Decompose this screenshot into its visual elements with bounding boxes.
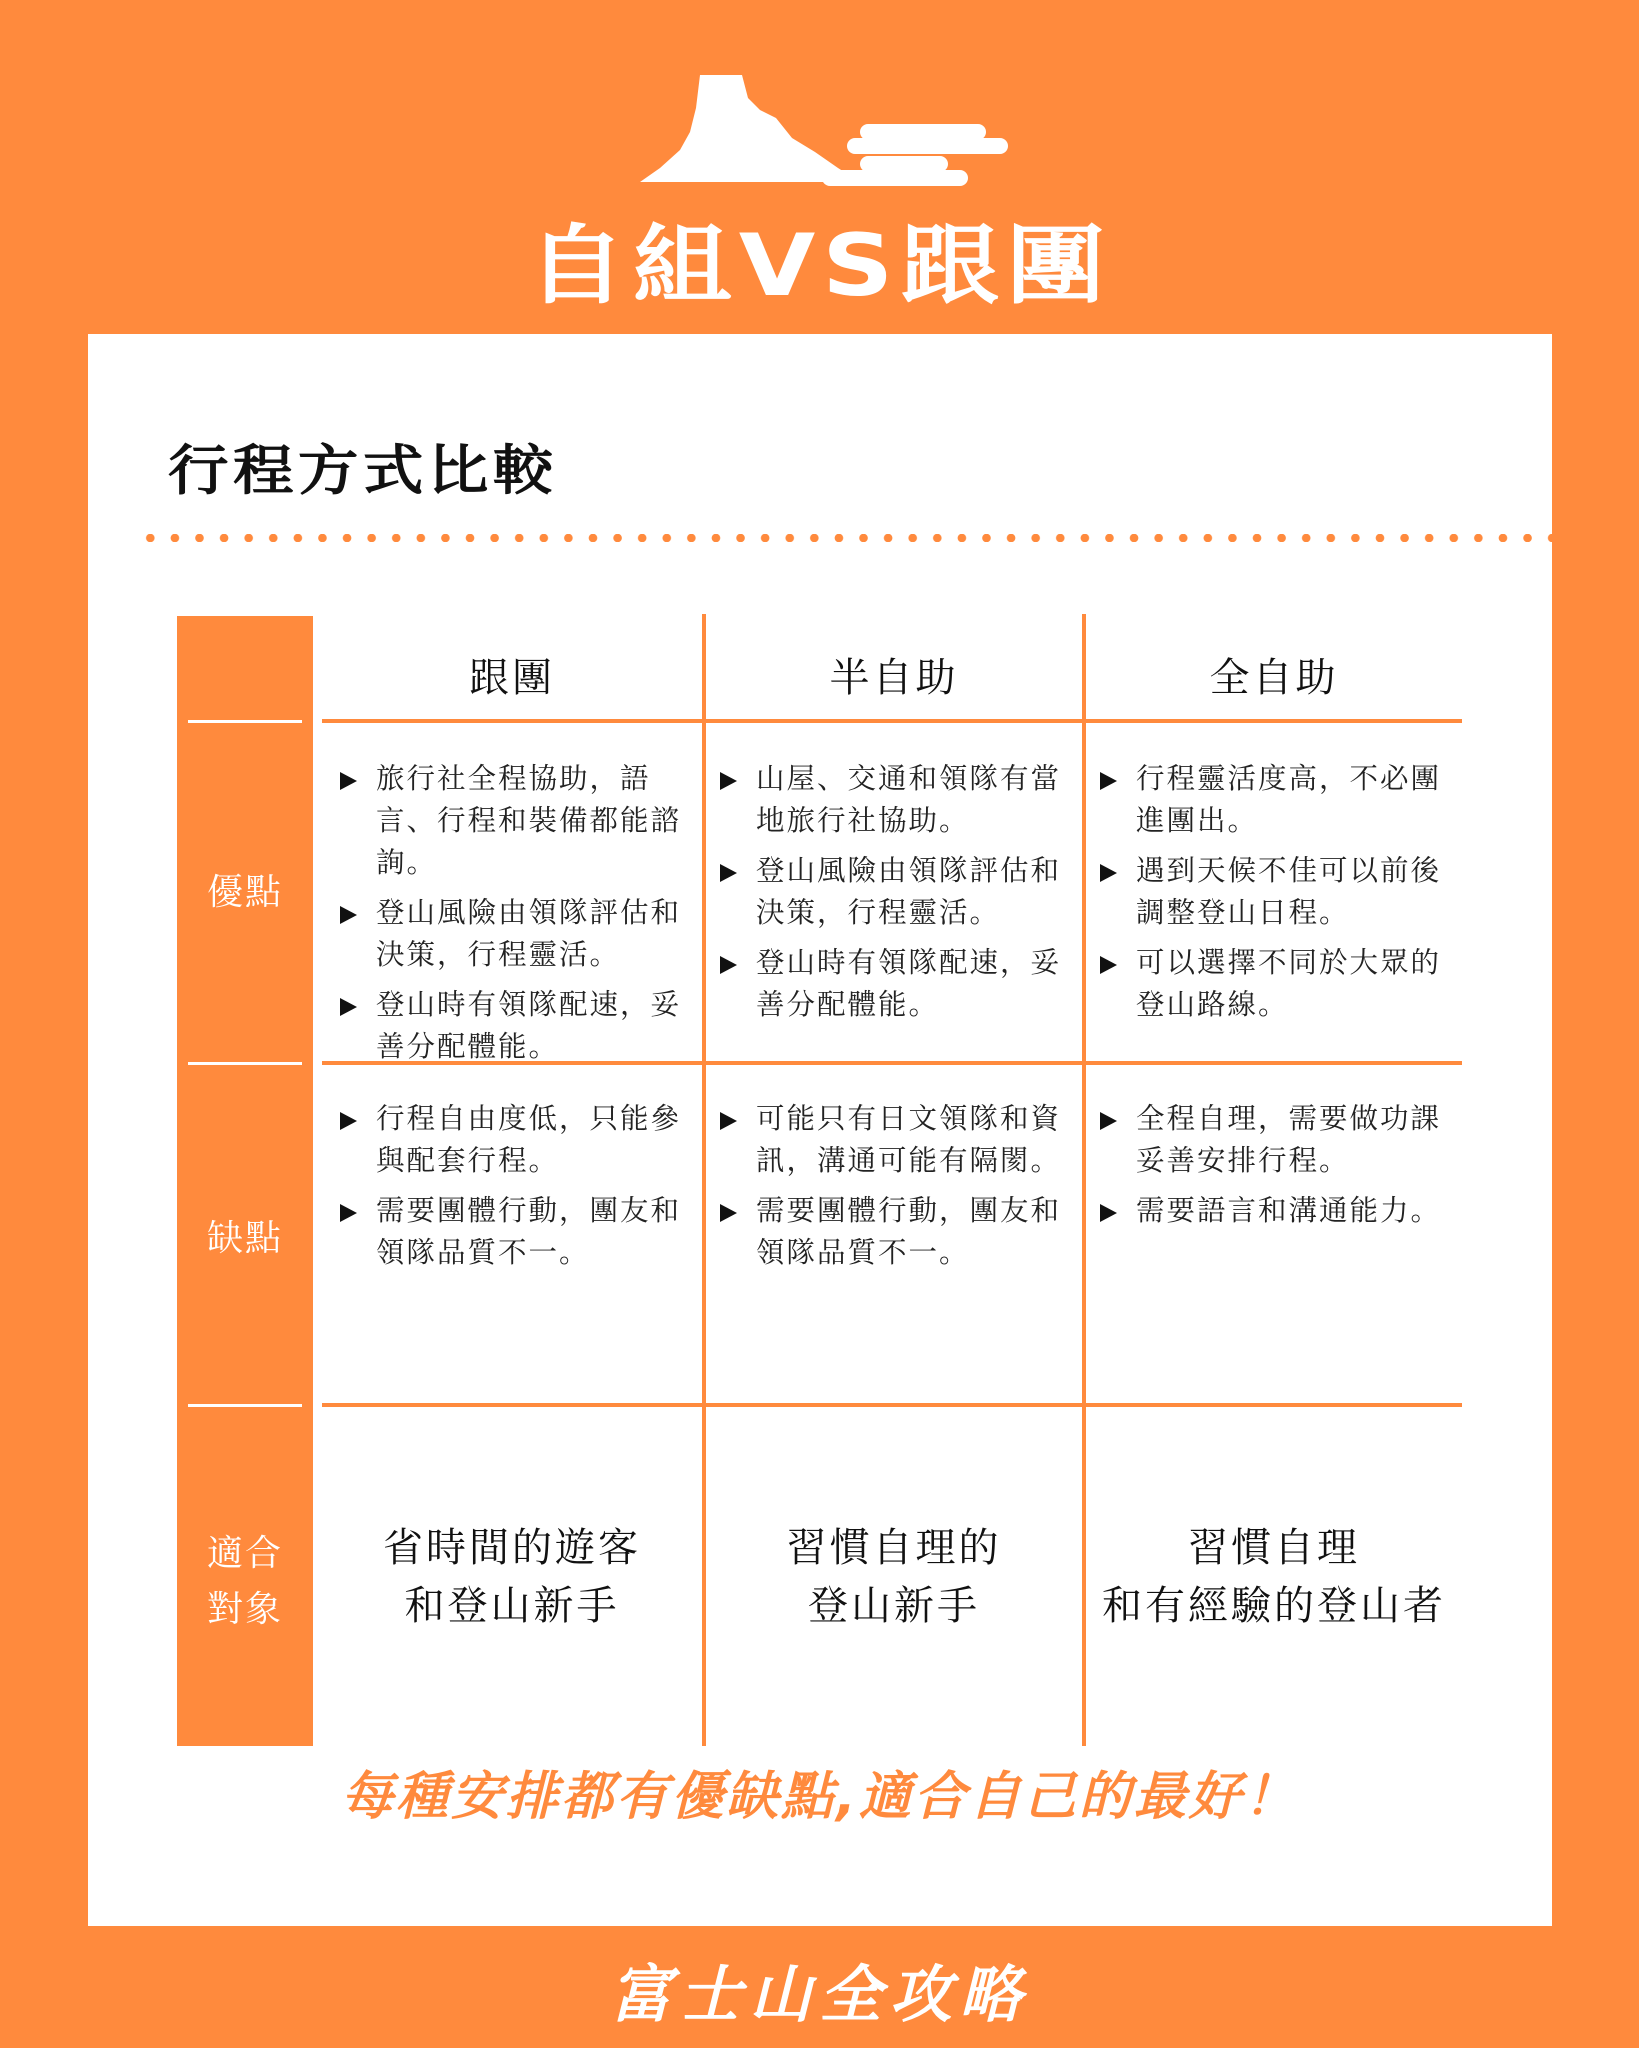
list-item: 旅行社全程協助，語言、行程和裝備都能諮詢。 [340,758,692,884]
list-item: 山屋、交通和領隊有當地旅行社協助。 [720,758,1072,842]
triangle-bullet-icon [340,772,357,790]
list-item: 遇到天候不佳可以前後調整登山日程。 [1100,850,1452,934]
slogan: 每種安排都有優缺點,適合自己的最好！ [341,1767,1299,1827]
triangle-bullet-icon [720,1204,737,1222]
cons-cell [340,1098,692,1282]
triangle-bullet-icon [1100,864,1117,882]
triangle-bullet-icon [720,1112,737,1130]
row-divider [188,1062,302,1065]
page-title: 自組VS跟團 [527,216,1112,316]
list-item: 登山風險由領隊評估和決策，行程靈活。 [340,892,692,976]
list-item: 可能只有日文領隊和資訊，溝通可能有隔閡。 [720,1098,1072,1182]
row-label-target: 適合 [206,1533,283,1574]
list-item: 登山時有領隊配速，妥善分配體能。 [720,942,1072,1026]
cons-cell [720,1098,1072,1282]
list-item: 需要團體行動，團友和領隊品質不一。 [720,1190,1072,1274]
pros-cell [720,758,1072,1034]
triangle-bullet-icon [1100,1204,1117,1222]
triangle-bullet-icon [340,1112,357,1130]
row-label-cons: 缺點 [206,1218,283,1259]
list-item: 行程自由度低，只能參與配套行程。 [340,1098,692,1182]
pros-cell [340,758,692,1076]
list-item: 全程自理，需要做功課妥善安排行程。 [1100,1098,1452,1182]
row-divider [322,1403,1462,1407]
footer-title: 富士山全攻略 [609,1958,1030,2031]
triangle-bullet-icon [720,956,737,974]
list-item: 可以選擇不同於大眾的登山路線。 [1100,942,1452,1026]
row-label-target: 對象 [206,1589,283,1630]
triangle-bullet-icon [720,864,737,882]
comparison-panel [88,334,1552,1926]
column-header: 半自助 [829,655,959,701]
target-audience-cell: 習慣自理 和有經驗的登山者 [1102,1525,1446,1629]
section-title: 行程方式比較 [168,439,558,502]
list-item: 需要團體行動，團友和領隊品質不一。 [340,1190,692,1274]
list-item: 登山時有領隊配速，妥善分配體能。 [340,984,692,1068]
triangle-bullet-icon [1100,1112,1117,1130]
triangle-bullet-icon [1100,956,1117,974]
row-divider [188,720,302,723]
row-divider [188,1404,302,1407]
dotted-divider [138,534,1574,542]
list-item: 登山風險由領隊評估和決策，行程靈活。 [720,850,1072,934]
target-audience-cell: 習慣自理的 登山新手 [786,1525,1002,1629]
list-item: 需要語言和溝通能力。 [1100,1190,1452,1232]
cons-cell [1100,1098,1452,1240]
target-audience-cell: 省時間的遊客 和登山新手 [383,1525,641,1629]
triangle-bullet-icon [720,772,737,790]
row-divider [322,719,1462,723]
row-label-pros: 優點 [206,872,283,913]
triangle-bullet-icon [340,906,357,924]
triangle-bullet-icon [1100,772,1117,790]
column-header: 全自助 [1209,655,1339,701]
triangle-bullet-icon [340,1204,357,1222]
pros-cell [1100,758,1452,1034]
column-header: 跟團 [469,655,555,701]
triangle-bullet-icon [340,998,357,1016]
list-item: 行程靈活度高，不必團進團出。 [1100,758,1452,842]
